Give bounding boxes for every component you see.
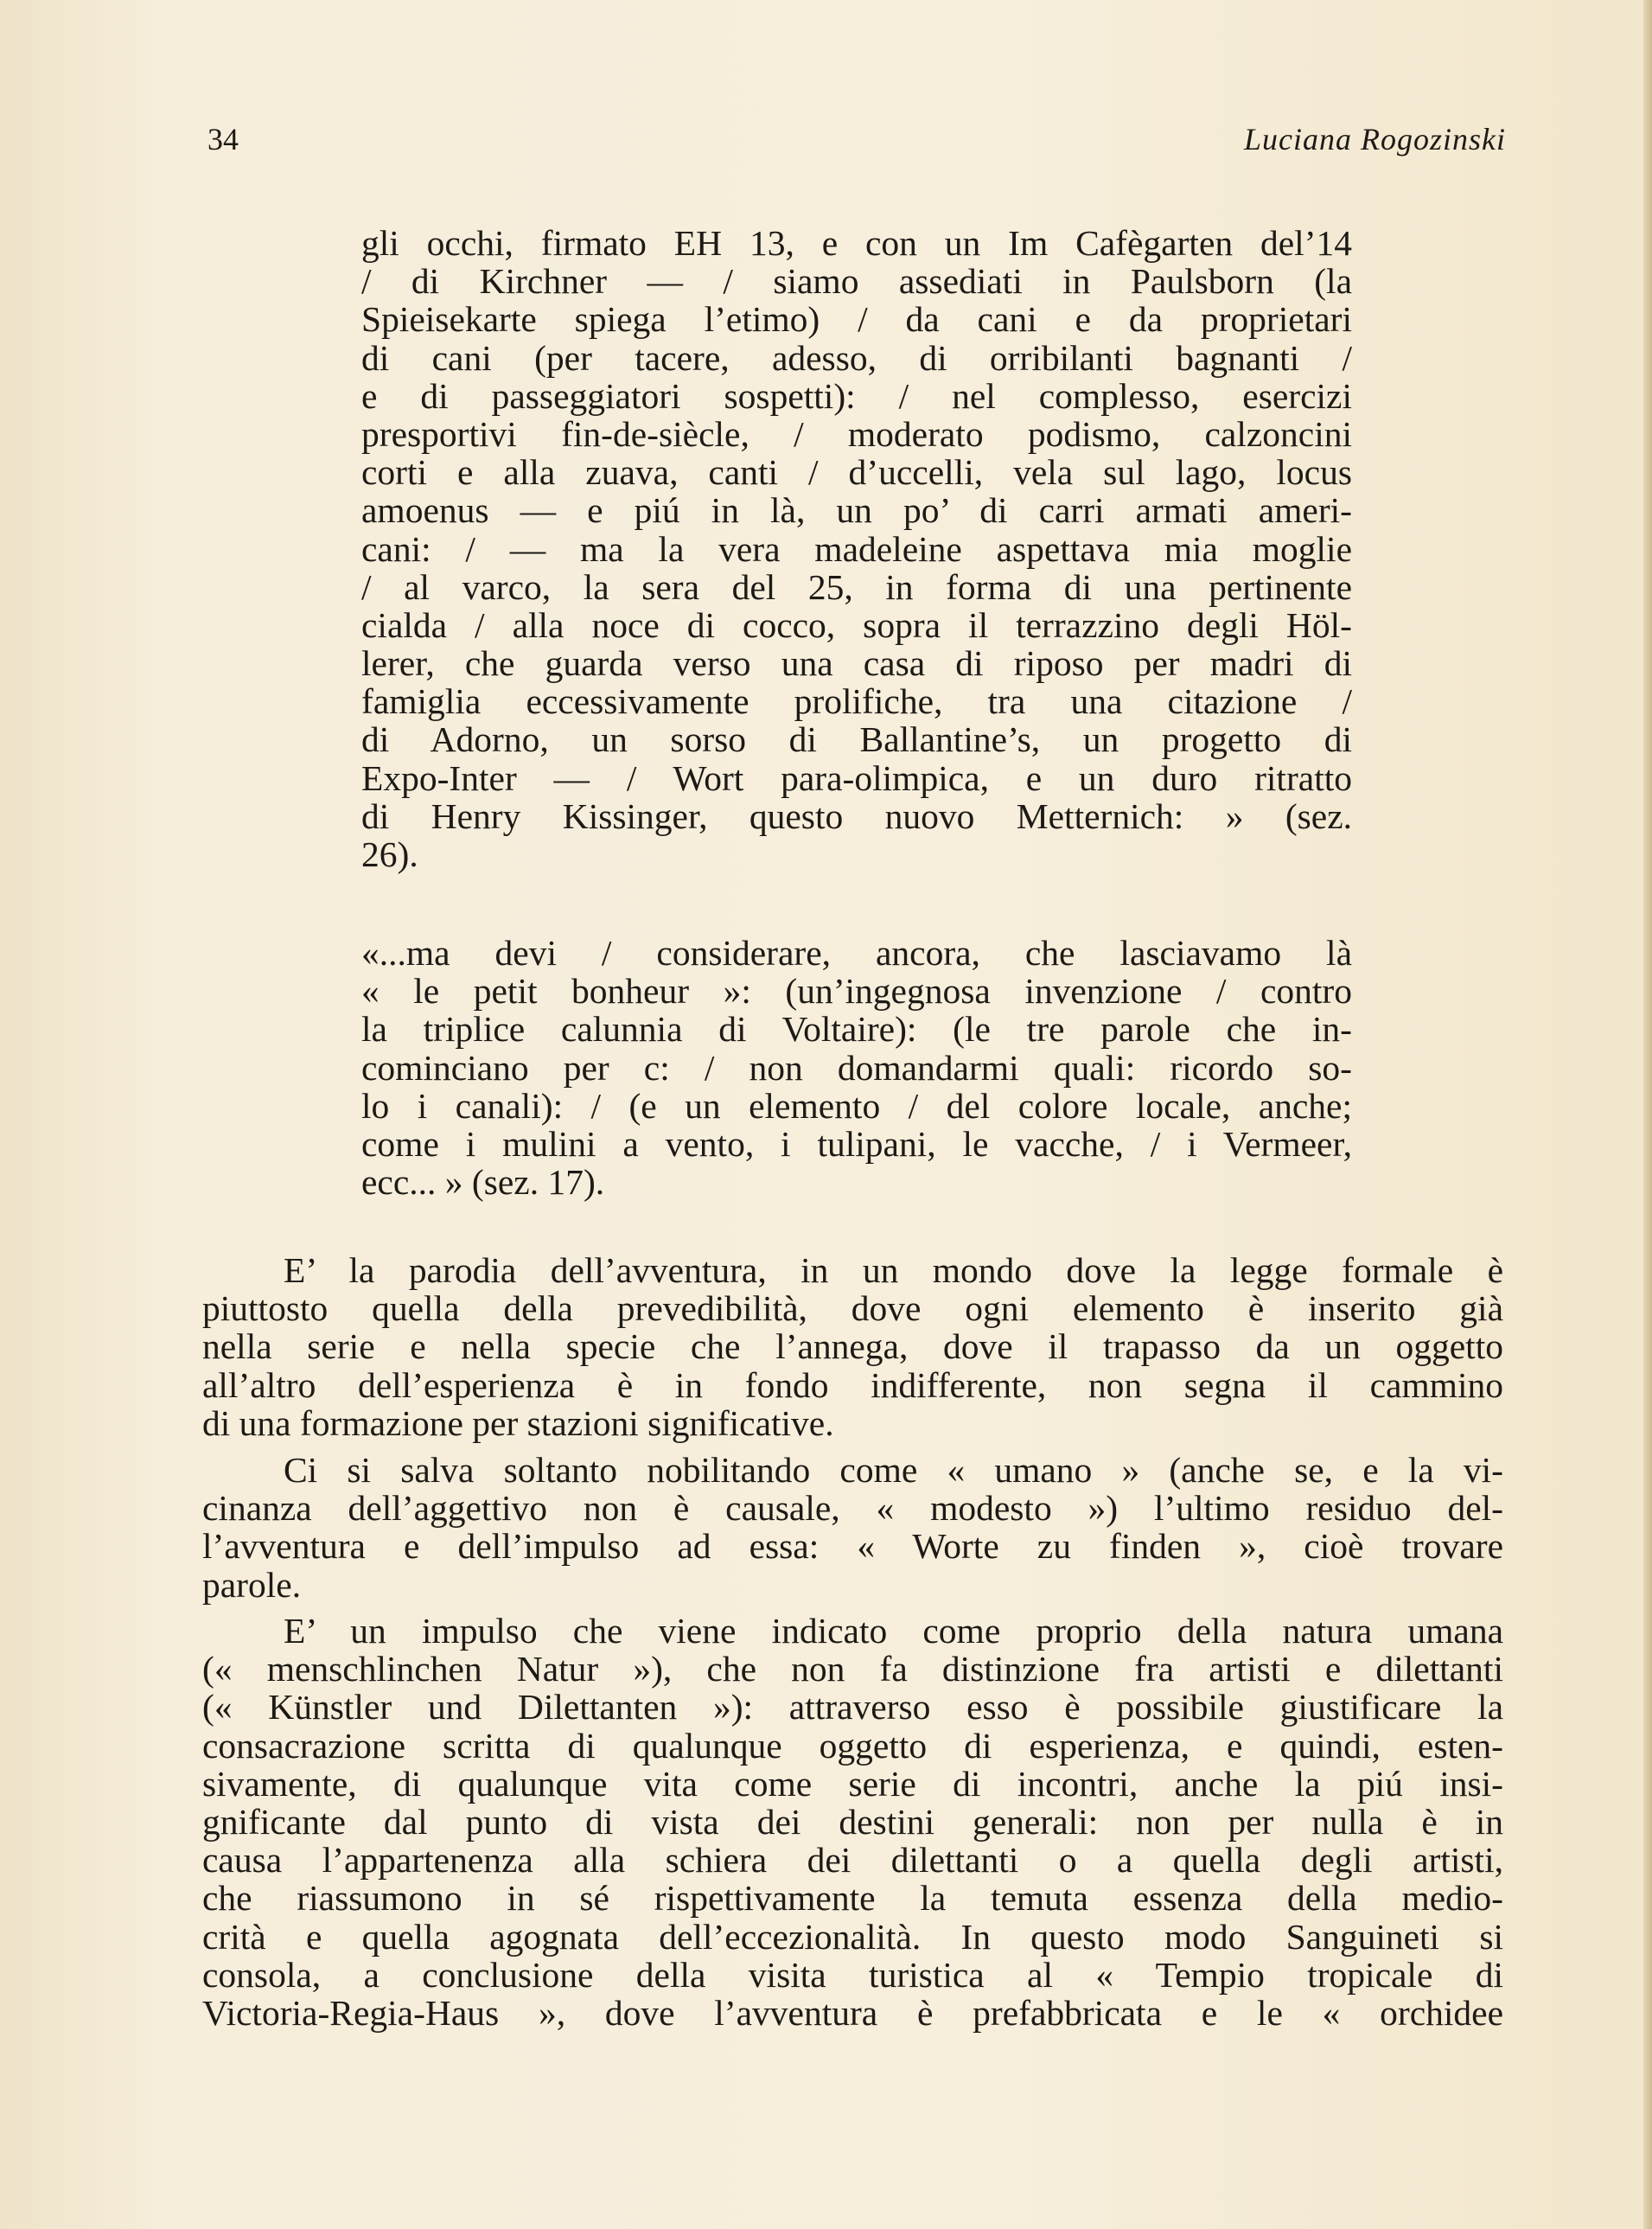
page-number: 34 [207,122,239,156]
quote-line: / di Kirchner — / siamo assediati in Paulsborn (la [361,261,1352,302]
quote-line: « le petit bonheur »: (un’ingegnosa invenzione / contro [361,971,1352,1012]
paragraph-line: parole. [202,1564,302,1605]
quote-line: presportivi fin-de-siècle, / moderato podismo, calzoncini [361,413,1352,454]
paragraph-line: crità e quella agognata dell’eccezionalità. In questo modo Sanguineti si [202,1916,1503,1957]
paragraph-1 [202,1251,1503,1442]
paragraph-line: di una formazione per stazioni significative. [202,1402,834,1443]
quote-line: amoenus — e piú in là, un po’ di carri armati ameri- [361,490,1352,531]
paragraph-line: che riassumono in sé rispettivamente la temuta essenza della medio- [202,1878,1503,1919]
paragraph-3 [202,1612,1503,2032]
paragraph-line: piuttosto quella della prevedibilità, dove ogni elemento è inserito già [202,1288,1503,1329]
quote-line: come i mulini a vento, i tulipani, le vacche, / i Vermeer, [361,1123,1352,1164]
paragraph-line: (« menschlinchen Natur »), che non fa distinzione fra artisti e dilettanti [202,1649,1503,1689]
paragraph-line: cinanza dell’aggettivo non è causale, « modesto ») l’ultimo residuo del- [202,1488,1503,1529]
paragraph-line: E’ un impulso che viene indicato come proprio della natura umana [284,1611,1503,1651]
quote-line: cialda / alla noce di cocco, sopra il terrazzino degli Höl- [361,604,1352,645]
paragraph-line: (« Künstler und Dilettanten »): attraverso esso è possibile giustificare la [202,1687,1503,1728]
paragraph-line: sivamente, di qualunque vita come serie di incontri, anche la piú insi- [202,1763,1503,1804]
quote-line: cominciano per c: / non domandarmi quali: ricordo so- [361,1047,1352,1088]
quote-line: di Henry Kissinger, questo nuovo Metternich: » (sez. [361,795,1352,836]
paragraph-line: all’altro dell’esperienza è in fondo indifferente, non segna il cammino [202,1364,1503,1405]
paragraph-line: nella serie e nella specie che l’annega, dove il trapasso da un oggetto [202,1326,1503,1367]
quote-line: lo i canali): / (e un elemento / del colore locale, anche; [361,1085,1352,1126]
paragraph-line: Ci si salva soltanto nobilitando come « umano » (anche se, e la vi- [284,1450,1503,1490]
paragraph-line: consola, a conclusione della visita turistica al « Tempio tropicale di [202,1954,1503,1995]
quote-line: Expo-Inter — / Wort para-olimpica, e un duro ritratto [361,757,1352,798]
running-head [207,121,1506,173]
paragraph-line: consacrazione scritta di qualunque oggetto di esperienza, e quindi, esten- [202,1725,1503,1766]
paragraph-line: E’ la parodia dell’avventura, in un mondo dove la legge formale è [284,1250,1503,1290]
quote-line: cani: / — ma la vera madeleine aspettava mia moglie [361,528,1352,569]
paragraph-2 [202,1451,1503,1604]
quote-line: «...ma devi / considerare, ancora, che lasciavamo là [361,933,1352,973]
paragraph-line: Victoria-Regia-Haus », dove l’avventura è prefabbricata e le « orchidee [202,1992,1503,2033]
page-edge [1643,0,1652,2229]
quote-line: gli occhi, firmato EH 13, e con un Im Cafègarten del’14 [361,223,1352,263]
quote-line: e di passeggiatori sospetti): / nel complesso, esercizi [361,375,1352,416]
quote-line: / al varco, la sera del 25, in forma di una pertinente [361,566,1352,607]
paragraph-line: l’avventura e dell’impulso ad essa: « Worte zu finden », cioè trovare [202,1526,1503,1567]
paragraph-line: gnificante dal punto di vista dei destini generali: non per nulla è in [202,1801,1503,1842]
quote-line: 26). [361,834,418,874]
block-quote-2 [361,934,1352,1201]
quote-line: la triplice calunnia di Voltaire): (le tre parole che in- [361,1009,1352,1050]
quote-line: ecc... » (sez. 17). [361,1162,605,1203]
quote-line: corti e alla zuava, canti / d’uccelli, vela sul lago, locus [361,452,1352,493]
quote-line: di cani (per tacere, adesso, di orribilanti bagnanti / [361,337,1352,378]
quote-line: lerer, che guarda verso una casa di riposo per madri di [361,643,1352,684]
quote-line: famiglia eccessivamente prolifiche, tra una citazione / [361,681,1352,722]
block-quote-1 [361,224,1352,873]
quote-line: di Adorno, un sorso di Ballantine’s, un progetto di [361,719,1352,760]
running-head-author: Luciana Rogozinski [1244,122,1506,156]
paragraph-line: causa l’appartenenza alla schiera dei dilettanti o a quella degli artisti, [202,1840,1503,1881]
quote-line: Spieisekarte spiega l’etimo) / da cani e da proprietari [361,299,1352,340]
